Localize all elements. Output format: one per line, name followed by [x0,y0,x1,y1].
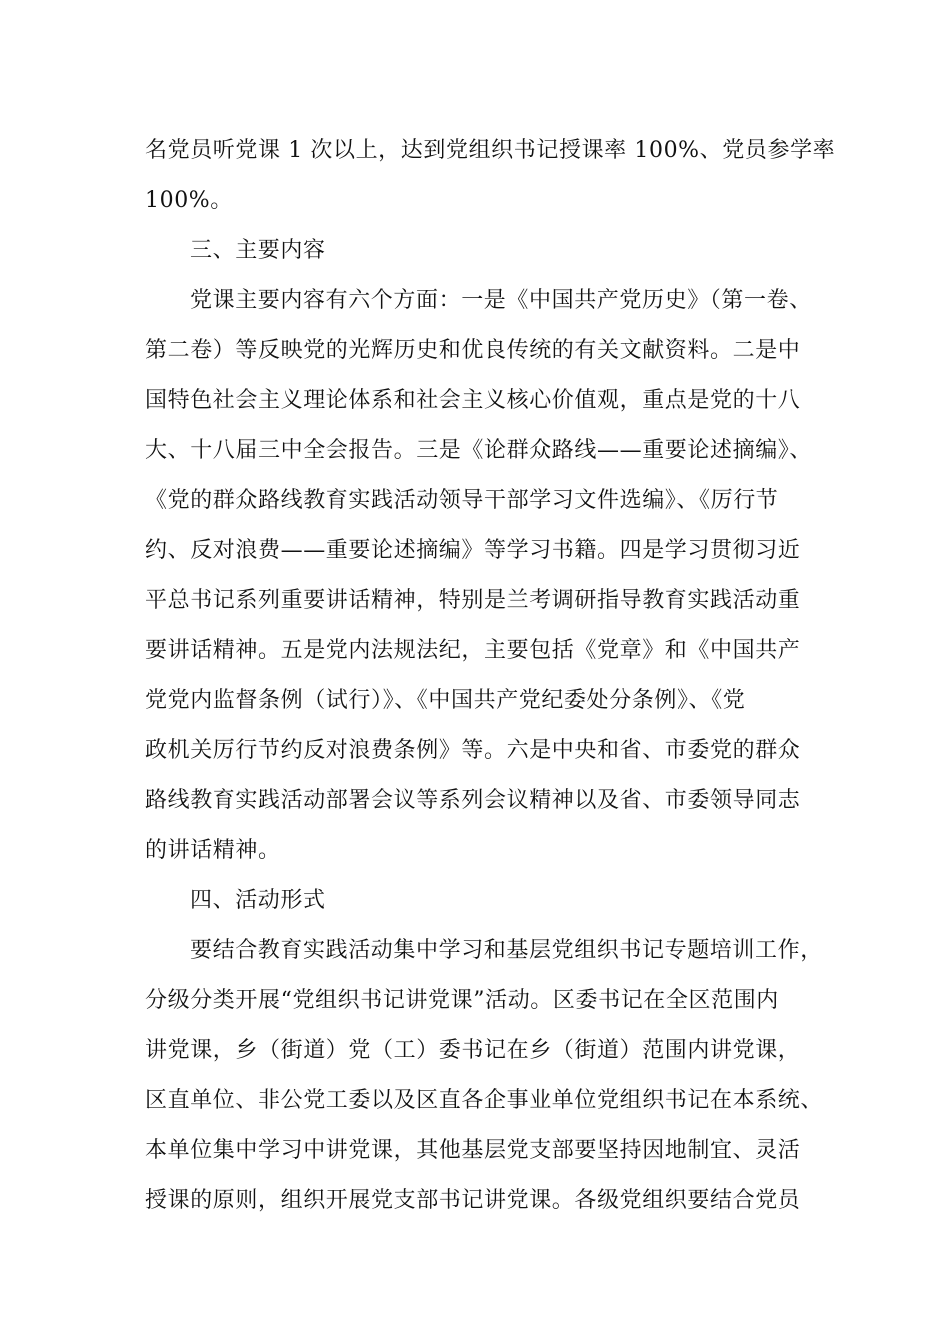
paragraph-line: 路线教育实践活动部署会议等系列会议精神以及省、市委领导同志 [145,788,801,813]
section-heading-main-content: 三、主要内容 [190,238,326,263]
paragraph-line: 第二卷）等反映党的光辉历史和优良传统的有关文献资料。二是中 [145,338,801,363]
paragraph-line: 的讲话精神。 [145,838,281,863]
paragraph-line: 本单位集中学习中讲党课，其他基层党支部要坚持因地制宜、灵活 [145,1138,801,1163]
paragraph-line: 大、十八届三中全会报告。三是《论群众路线——重要论述摘编》、 [145,438,813,463]
section-heading-activity-form: 四、活动形式 [190,888,326,913]
paragraph-line: 党党内监督条例（试行）》、《中国共产党纪委处分条例》、《党 [145,688,746,713]
paragraph-line: 约、反对浪费——重要论述摘编》等学习书籍。四是学习贯彻习近 [145,538,801,563]
paragraph-line: 要结合教育实践活动集中学习和基层党组织书记专题培训工作， [190,938,823,963]
paragraph-line: 国特色社会主义理论体系和社会主义核心价值观，重点是党的十八 [145,388,801,413]
paragraph-line: 要讲话精神。五是党内法规法纪，主要包括《党章》和《中国共产 [145,638,801,663]
paragraph-line: 政机关厉行节约反对浪费条例》等。六是中央和省、市委党的群众 [145,738,801,763]
paragraph-line: 区直单位、非公党工委以及区直各企事业单位党组织书记在本系统、 [145,1088,824,1113]
paragraph-line: 平总书记系列重要讲话精神，特别是兰考调研指导教育实践活动重 [145,588,801,613]
paragraph-line: 名党员听党课 1 次以上，达到党组织书记授课率 100%、党员参学率 [145,138,836,163]
paragraph-line: 《党的群众路线教育实践活动领导干部学习文件选编》、《厉行节 [145,488,779,513]
paragraph-line: 党课主要内容有六个方面：一是《中国共产党历史》（第一卷、 [190,288,812,313]
paragraph-line: 100%。 [145,188,233,213]
paragraph-line: 分级分类开展“党组织书记讲党课”活动。区委书记在全区范围内 [145,988,779,1013]
paragraph-line: 授课的原则，组织开展党支部书记讲党课。各级党组织要结合党员 [145,1188,801,1213]
paragraph-line: 讲党课，乡（街道）党（工）委书记在乡（街道）范围内讲党课， [145,1038,801,1063]
